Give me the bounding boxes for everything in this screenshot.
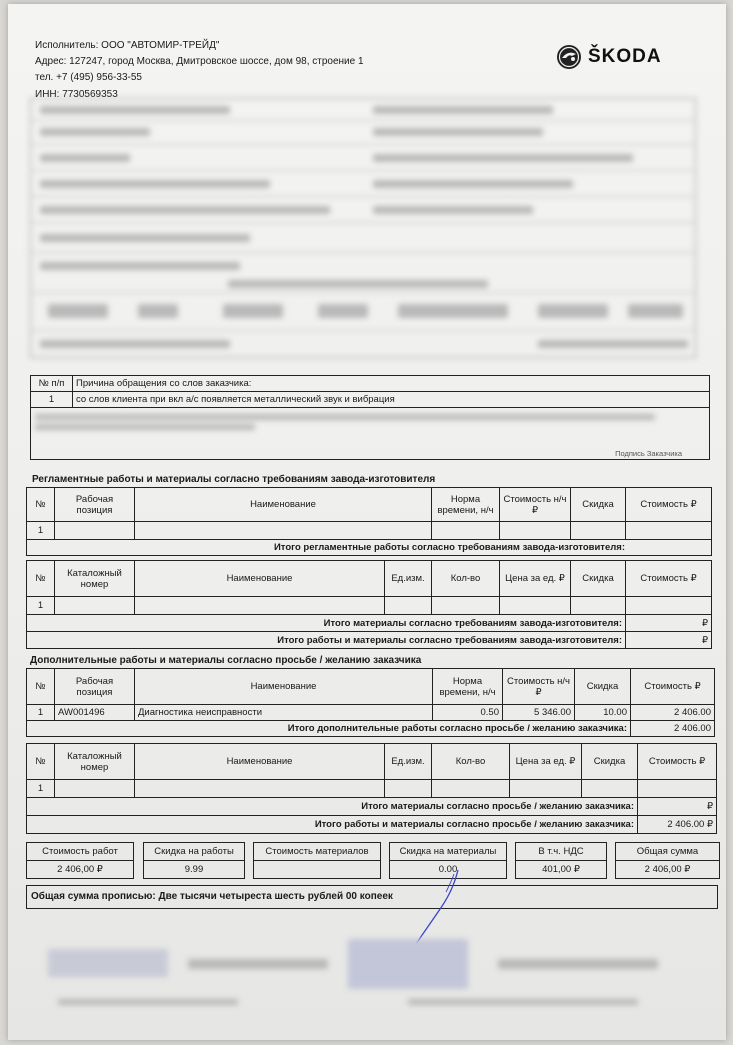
labor-cost-box	[26, 842, 134, 879]
redacted-signatures-block	[28, 919, 718, 1029]
reason-row-text: со слов клиента при вкл а/с появляется металлический звук и вибрация	[73, 392, 710, 408]
header-num: №	[27, 488, 55, 522]
reglament-grand-total-value: ₽	[626, 632, 712, 649]
labor-discount-value: 9.99	[184, 864, 204, 875]
row-num: 1	[27, 780, 55, 798]
header-num: №	[27, 669, 55, 705]
additional-materials-table	[26, 743, 717, 834]
header-cost: Стоимость ₽	[631, 669, 715, 705]
header-cost: Стоимость ₽	[626, 488, 712, 522]
redacted-note	[35, 412, 695, 436]
header-name: Наименование	[135, 744, 385, 780]
additional-section-title: Дополнительные работы и материалы согласно просьбе / желанию заказчика	[30, 655, 422, 666]
materials-cost-box	[253, 842, 381, 879]
work-cost: 2 406.00	[631, 705, 715, 721]
table-row	[27, 705, 715, 721]
table-row	[27, 780, 717, 798]
header-cost-nh: Стоимость н/ч ₽	[500, 488, 571, 522]
additional-works-total-label: Итого дополнительные работы согласно просьбе / желанию заказчика:	[27, 721, 631, 737]
reglament-works-total: Итого регламентные работы согласно требованиям завода-изготовителя:	[27, 540, 712, 556]
total-value: 2 406,00 ₽	[644, 864, 691, 875]
header-name: Наименование	[135, 561, 385, 597]
work-norm: 0.50	[433, 705, 503, 721]
signature-cell	[31, 408, 710, 460]
work-position: AW001496	[55, 705, 135, 721]
materials-cost-label: Стоимость материалов	[254, 843, 380, 861]
header-num: №	[27, 744, 55, 780]
reason-col-num: № п/п	[31, 376, 73, 392]
signature-label: Подпись Заказчика	[615, 449, 682, 458]
header-qty: Кол-во	[432, 561, 500, 597]
labor-discount-box	[143, 842, 245, 879]
vat-box	[515, 842, 607, 879]
address-line: Адрес: 127247, город Москва, Дмитровское шоссе, дом 98, строение 1	[35, 56, 364, 67]
header-discount: Скидка	[571, 488, 626, 522]
skoda-emblem-icon	[556, 44, 582, 70]
reglament-materials-total-value: ₽	[626, 615, 712, 632]
header-price: Цена за ед. ₽	[500, 561, 571, 597]
header-name: Наименование	[135, 488, 432, 522]
header-position: Рабочая позиция	[55, 669, 135, 705]
reglament-grand-total-label: Итого работы и материалы согласно требованиям завода-изготовителя:	[27, 632, 626, 649]
header-qty: Кол-во	[432, 744, 510, 780]
labor-cost-value: 2 406,00 ₽	[57, 864, 103, 875]
header-num: №	[27, 561, 55, 597]
inn-line: ИНН: 7730569353	[35, 89, 118, 100]
skoda-logo	[556, 44, 662, 70]
work-name: Диагностика неисправности	[135, 705, 433, 721]
phone-line: тел. +7 (495) 956-33-55	[35, 72, 142, 83]
vat-label: В т.ч. НДС	[516, 843, 606, 861]
additional-materials-total-label: Итого материалы согласно просьбе / желанию заказчика:	[27, 798, 638, 816]
document-page	[8, 4, 726, 1040]
header-norm: Норма времени, н/ч	[432, 488, 500, 522]
header-catalog: Каталожный номер	[55, 744, 135, 780]
total-label: Общая сумма	[616, 843, 719, 861]
header-discount: Скидка	[582, 744, 638, 780]
work-num: 1	[27, 705, 55, 721]
reason-col-reason: Причина обращения со слов заказчика:	[73, 376, 710, 392]
additional-grand-total-label: Итого работы и материалы согласно просьбе / желанию заказчика:	[27, 816, 638, 834]
header-discount: Скидка	[571, 561, 626, 597]
redacted-customer-block	[28, 94, 708, 364]
header-cost-nh: Стоимость н/ч ₽	[503, 669, 575, 705]
reglament-materials-total-label: Итого материалы согласно требованиям завода-изготовителя:	[27, 615, 626, 632]
labor-discount-label: Скидка на работы	[144, 843, 244, 861]
work-cost-nh: 5 346.00	[503, 705, 575, 721]
header-discount: Скидка	[575, 669, 631, 705]
materials-discount-value: 0.00	[438, 864, 458, 875]
additional-materials-total-value: ₽	[638, 798, 717, 816]
reglament-section-title: Регламентные работы и материалы согласно требованиям завода-изготовителя	[32, 474, 436, 485]
additional-grand-total-value: 2 406.00 ₽	[638, 816, 717, 834]
header-cost: Стоимость ₽	[638, 744, 717, 780]
header-name: Наименование	[135, 669, 433, 705]
total-box	[615, 842, 720, 879]
header-cost: Стоимость ₽	[626, 561, 712, 597]
table-row	[27, 522, 712, 540]
reason-table	[30, 375, 710, 460]
executor-line: Исполнитель: ООО "АВТОМИР-ТРЕЙД"	[35, 40, 220, 51]
row-num: 1	[27, 522, 55, 540]
header-norm: Норма времени, н/ч	[433, 669, 503, 705]
total-in-words: Общая сумма прописью: Две тысячи четыреста шесть рублей 00 копеек	[26, 885, 718, 909]
reglament-materials-table	[26, 560, 712, 649]
labor-cost-label: Стоимость работ	[27, 843, 133, 861]
work-discount: 10.00	[575, 705, 631, 721]
header-price: Цена за ед. ₽	[510, 744, 582, 780]
materials-cost-value	[254, 861, 380, 878]
header-position: Рабочая позиция	[55, 488, 135, 522]
header-unit: Ед.изм.	[385, 561, 432, 597]
reason-row-num: 1	[31, 392, 73, 408]
additional-works-table	[26, 668, 715, 737]
table-row	[27, 597, 712, 615]
materials-discount-label: Скидка на материалы	[390, 843, 506, 861]
header-catalog: Каталожный номер	[55, 561, 135, 597]
additional-works-total-value: 2 406.00	[631, 721, 715, 737]
reglament-works-table	[26, 487, 712, 556]
vat-value: 401,00 ₽	[542, 864, 580, 875]
row-num: 1	[27, 597, 55, 615]
header-unit: Ед.изм.	[385, 744, 432, 780]
brand-wordmark: ŠKODA	[588, 46, 662, 67]
